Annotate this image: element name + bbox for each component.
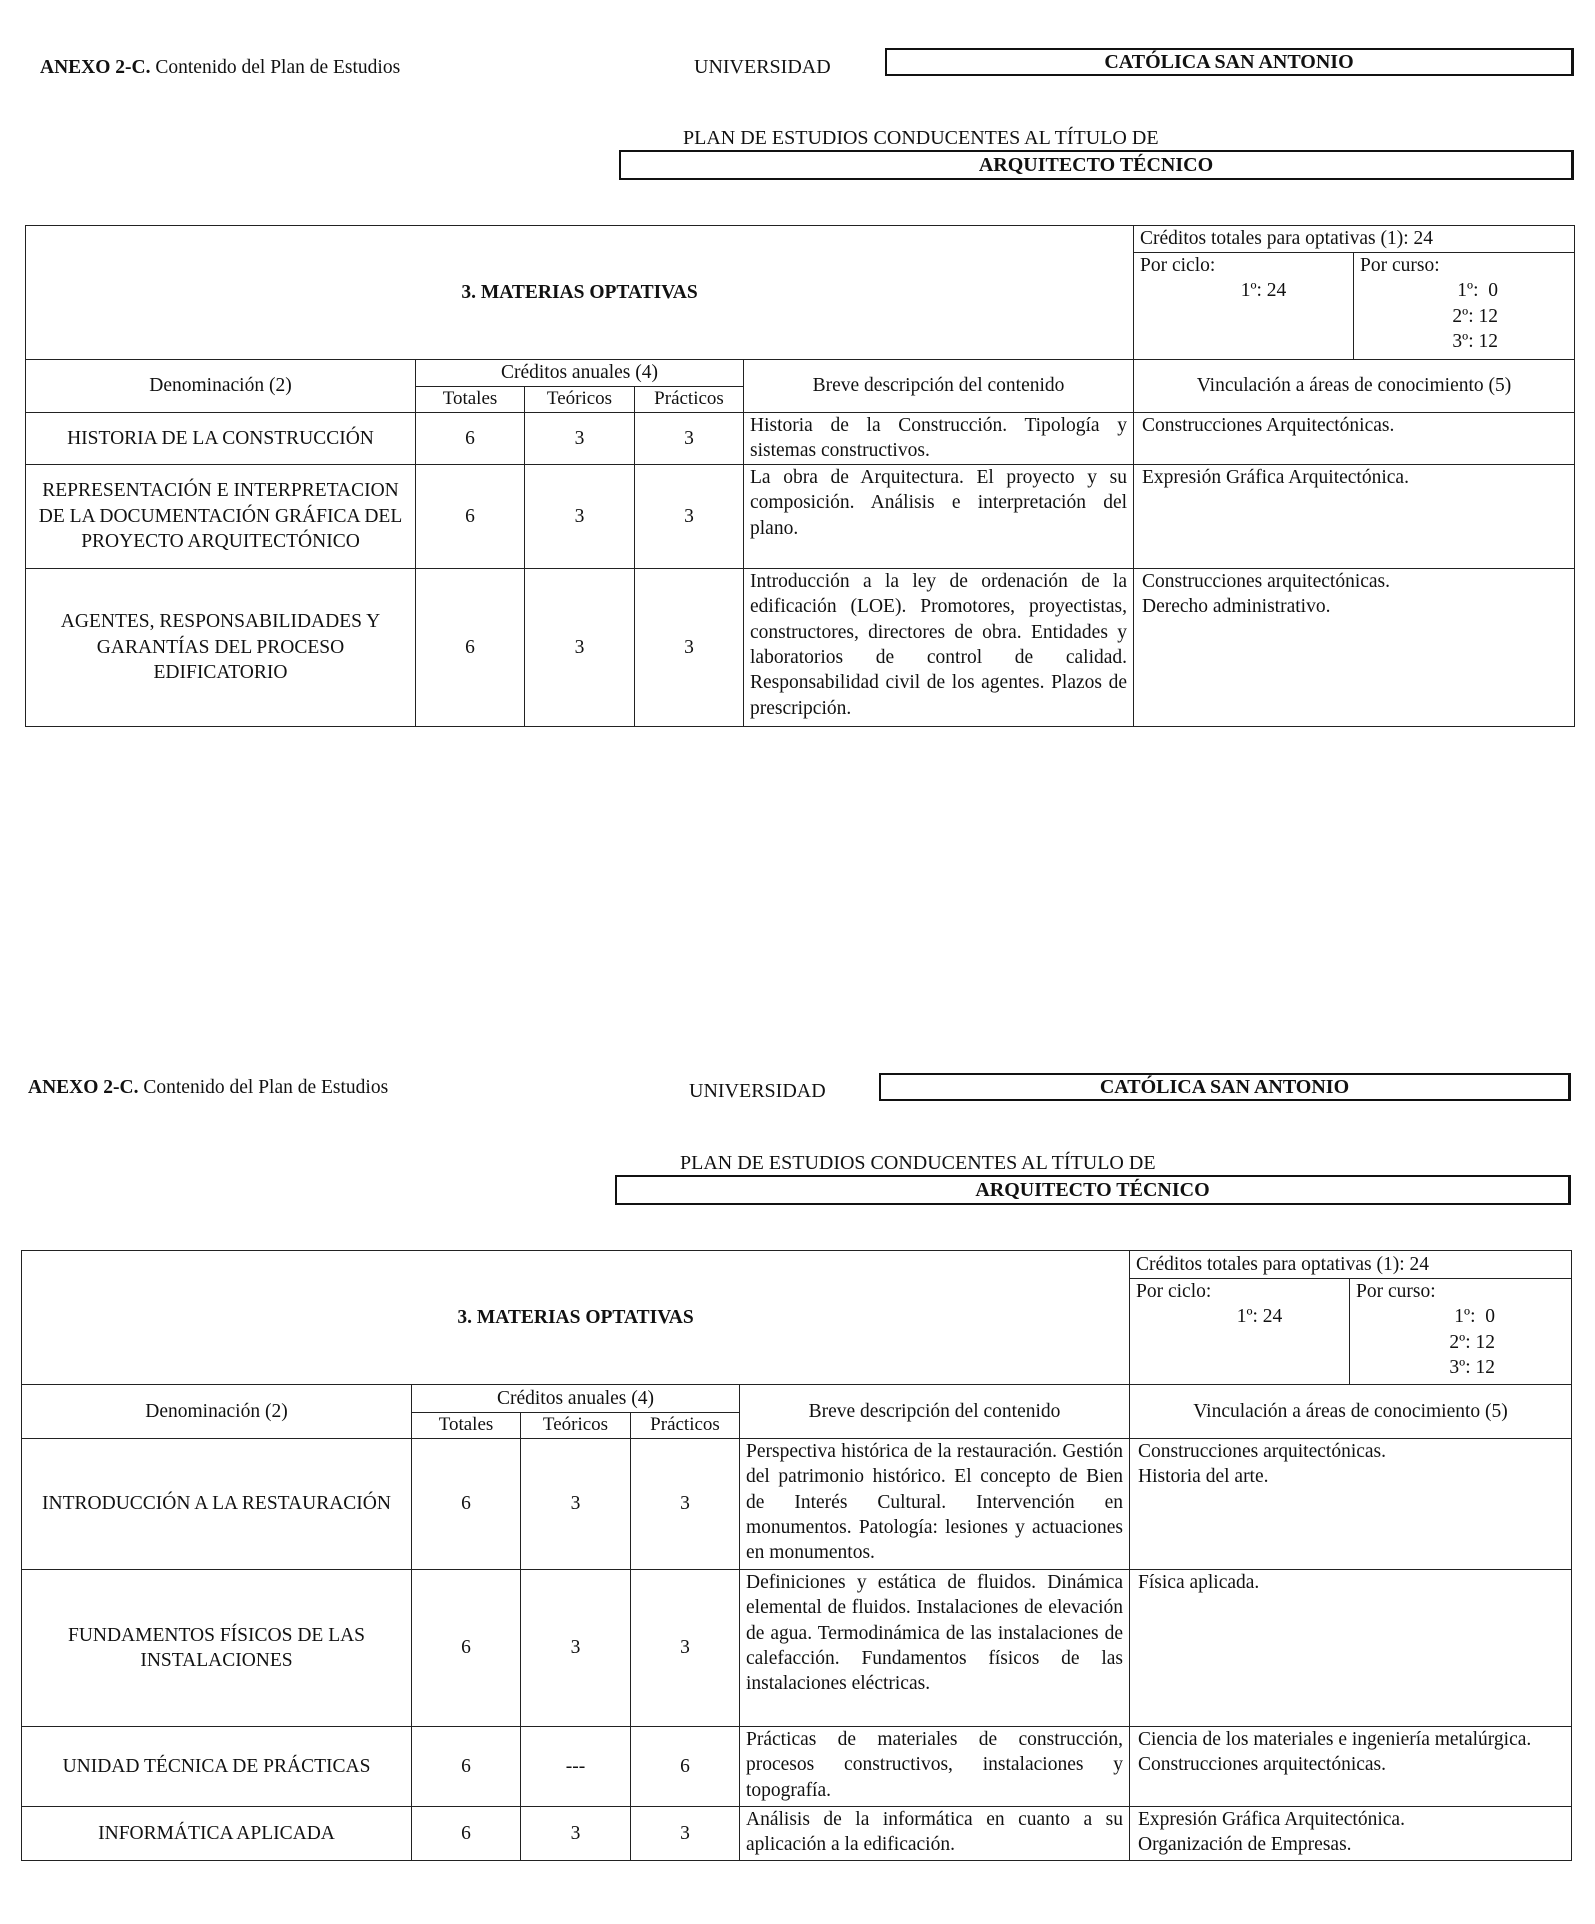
col-descripcion: Breve descripción del contenido xyxy=(740,1385,1130,1439)
subject-name: INTRODUCCIÓN A LA RESTAURACIÓN xyxy=(22,1439,412,1570)
knowledge-area: Ciencia de los materiales e ingeniería metalúrgica. xyxy=(1138,1729,1532,1750)
por-ciclo-value: 1º: 24 xyxy=(1240,280,1287,302)
optional-subjects-table xyxy=(25,225,1575,727)
subject-name: INFORMÁTICA APLICADA xyxy=(22,1807,412,1861)
por-ciclo-value: 1º: 24 xyxy=(1236,1306,1283,1328)
knowledge-areas xyxy=(1130,1727,1572,1807)
subject-name: FUNDAMENTOS FÍSICOS DE LAS INSTALACIONES xyxy=(22,1570,412,1727)
knowledge-area: Construcciones arquitectónicas. xyxy=(1142,571,1391,592)
university-label: UNIVERSIDAD xyxy=(694,56,831,78)
por-ciclo-cell xyxy=(1130,1279,1350,1385)
col-denominacion: Denominación (2) xyxy=(26,360,416,413)
table-row xyxy=(22,1727,1572,1807)
por-curso-1: 1º: 0 xyxy=(1457,280,1499,302)
col-vinculacion: Vinculación a áreas de conocimiento (5) xyxy=(1134,360,1575,413)
knowledge-areas xyxy=(1130,1439,1572,1570)
subject-name: AGENTES, RESPONSABILIDADES Y GARANTÍAS DEL PROCESO EDIFICATORIO xyxy=(26,569,416,727)
col-descripcion: Breve descripción del contenido xyxy=(744,360,1134,413)
table-row xyxy=(26,413,1575,465)
por-curso-label: Por curso: xyxy=(1360,255,1440,276)
por-curso-1: 1º: 0 xyxy=(1454,1306,1496,1328)
credits-practicos: 3 xyxy=(631,1439,740,1570)
table-row xyxy=(22,1570,1572,1727)
credits-totales: 6 xyxy=(412,1807,521,1861)
col-vinculacion: Vinculación a áreas de conocimiento (5) xyxy=(1130,1385,1572,1439)
subject-description: Análisis de la informática en cuanto a su aplicación a la edificación. xyxy=(740,1807,1130,1861)
por-curso-3: 3º: 12 xyxy=(1452,331,1499,353)
credits-total: Créditos totales para optativas (1): 24 xyxy=(1134,226,1575,253)
credits-teoricos: 3 xyxy=(521,1807,631,1861)
annex-heading: ANEXO 2-C. Contenido del Plan de Estudios xyxy=(28,1077,389,1098)
table-row xyxy=(22,1439,1572,1570)
credits-practicos: 6 xyxy=(631,1727,740,1807)
credits-totales: 6 xyxy=(416,413,525,465)
knowledge-area: Organización de Empresas. xyxy=(1138,1834,1352,1856)
credits-totales: 6 xyxy=(412,1439,521,1570)
credits-practicos: 3 xyxy=(635,569,744,727)
subject-description: Introducción a la ley de ordenación de la edificación (LOE). Promotores, proyectistas, constructores, directores de obra. Entidades y laboratorios de control de calidad. Responsabilidad civil de los agentes. Plazos de prescripción. xyxy=(744,569,1134,727)
credits-totales: 6 xyxy=(416,569,525,727)
col-creditos: Créditos anuales (4) xyxy=(416,360,744,387)
por-curso-2: 2º: 12 xyxy=(1452,305,1499,327)
por-curso-2: 2º: 12 xyxy=(1449,1331,1496,1353)
subject-description: Perspectiva histórica de la restauración. Gestión del patrimonio histórico. El concepto de Bien de Interés Cultural. Intervención en monumentos. Patología: lesiones y actuaciones en monumentos. xyxy=(740,1439,1130,1570)
credits-totales: 6 xyxy=(412,1570,521,1727)
university-label: UNIVERSIDAD xyxy=(689,1080,826,1102)
credits-practicos: 3 xyxy=(635,413,744,465)
por-curso-cell xyxy=(1350,1279,1572,1385)
subject-description: La obra de Arquitectura. El proyecto y su composición. Análisis e interpretación del plano. xyxy=(744,465,1134,569)
university-name-box: CATÓLICA SAN ANTONIO xyxy=(879,1073,1571,1101)
knowledge-areas xyxy=(1130,1570,1572,1727)
col-totales: Totales xyxy=(416,387,525,413)
credits-teoricos: 3 xyxy=(521,1439,631,1570)
knowledge-areas xyxy=(1130,1807,1572,1861)
credits-practicos: 3 xyxy=(631,1807,740,1861)
section-title: 3. MATERIAS OPTATIVAS xyxy=(22,1251,1130,1385)
credits-teoricos: 3 xyxy=(525,569,635,727)
credits-teoricos: 3 xyxy=(525,465,635,569)
col-totales: Totales xyxy=(412,1413,521,1439)
subject-description: Definiciones y estática de fluidos. Dinámica elemental de fluidos. Instalaciones de elevación de agua. Termodinámica de las instalaciones de calefacción. Fundamentos físicos de las instalaciones eléctricas. xyxy=(740,1570,1130,1727)
table-row xyxy=(26,465,1575,569)
table-row xyxy=(26,569,1575,727)
university-name-box: CATÓLICA SAN ANTONIO xyxy=(885,48,1574,76)
plan-label: PLAN DE ESTUDIOS CONDUCENTES AL TÍTULO DE xyxy=(680,1152,1156,1174)
col-practicos: Prácticos xyxy=(635,387,744,413)
por-curso-3: 3º: 12 xyxy=(1449,1357,1496,1379)
degree-title-box: ARQUITECTO TÉCNICO xyxy=(615,1175,1571,1205)
knowledge-areas xyxy=(1134,465,1575,569)
por-ciclo-label: Por ciclo: xyxy=(1136,1281,1212,1302)
knowledge-area: Construcciones arquitectónicas. xyxy=(1138,1441,1387,1462)
knowledge-areas xyxy=(1134,413,1575,465)
credits-teoricos: 3 xyxy=(525,413,635,465)
por-curso-label: Por curso: xyxy=(1356,1281,1436,1302)
knowledge-area: Construcciones arquitectónicas. xyxy=(1138,1754,1387,1776)
subject-name: REPRESENTACIÓN E INTERPRETACION DE LA DOCUMENTACIÓN GRÁFICA DEL PROYECTO ARQUITECTÓNICO xyxy=(26,465,416,569)
table-row xyxy=(22,1807,1572,1861)
subject-description: Historia de la Construcción. Tipología y sistemas constructivos. xyxy=(744,413,1134,465)
knowledge-areas xyxy=(1134,569,1575,727)
section-title: 3. MATERIAS OPTATIVAS xyxy=(26,226,1134,360)
credits-totales: 6 xyxy=(412,1727,521,1807)
degree-title-box: ARQUITECTO TÉCNICO xyxy=(619,150,1574,180)
subject-description: Prácticas de materiales de construcción, procesos constructivos, instalaciones y topografía. xyxy=(740,1727,1130,1807)
por-curso-cell xyxy=(1354,253,1575,360)
subject-name: UNIDAD TÉCNICA DE PRÁCTICAS xyxy=(22,1727,412,1807)
plan-label: PLAN DE ESTUDIOS CONDUCENTES AL TÍTULO DE xyxy=(683,127,1159,149)
knowledge-area: Derecho administrativo. xyxy=(1142,596,1331,618)
credits-totales: 6 xyxy=(416,465,525,569)
col-creditos: Créditos anuales (4) xyxy=(412,1385,740,1413)
col-teoricos: Teóricos xyxy=(521,1413,631,1439)
credits-teoricos: 3 xyxy=(521,1570,631,1727)
por-ciclo-label: Por ciclo: xyxy=(1140,255,1216,276)
knowledge-area: Expresión Gráfica Arquitectónica. xyxy=(1138,1809,1405,1830)
credits-practicos: 3 xyxy=(631,1570,740,1727)
col-practicos: Prácticos xyxy=(631,1413,740,1439)
credits-total: Créditos totales para optativas (1): 24 xyxy=(1130,1251,1572,1279)
col-denominacion: Denominación (2) xyxy=(22,1385,412,1439)
credits-teoricos: --- xyxy=(521,1727,631,1807)
knowledge-area: Construcciones Arquitectónicas. xyxy=(1142,415,1395,436)
knowledge-area: Historia del arte. xyxy=(1138,1466,1269,1488)
subject-name: HISTORIA DE LA CONSTRUCCIÓN xyxy=(26,413,416,465)
optional-subjects-table xyxy=(21,1250,1572,1861)
por-ciclo-cell xyxy=(1134,253,1354,360)
annex-heading: ANEXO 2-C. Contenido del Plan de Estudios xyxy=(40,57,401,78)
knowledge-area: Física aplicada. xyxy=(1138,1572,1260,1593)
knowledge-area: Expresión Gráfica Arquitectónica. xyxy=(1142,467,1409,488)
credits-practicos: 3 xyxy=(635,465,744,569)
col-teoricos: Teóricos xyxy=(525,387,635,413)
